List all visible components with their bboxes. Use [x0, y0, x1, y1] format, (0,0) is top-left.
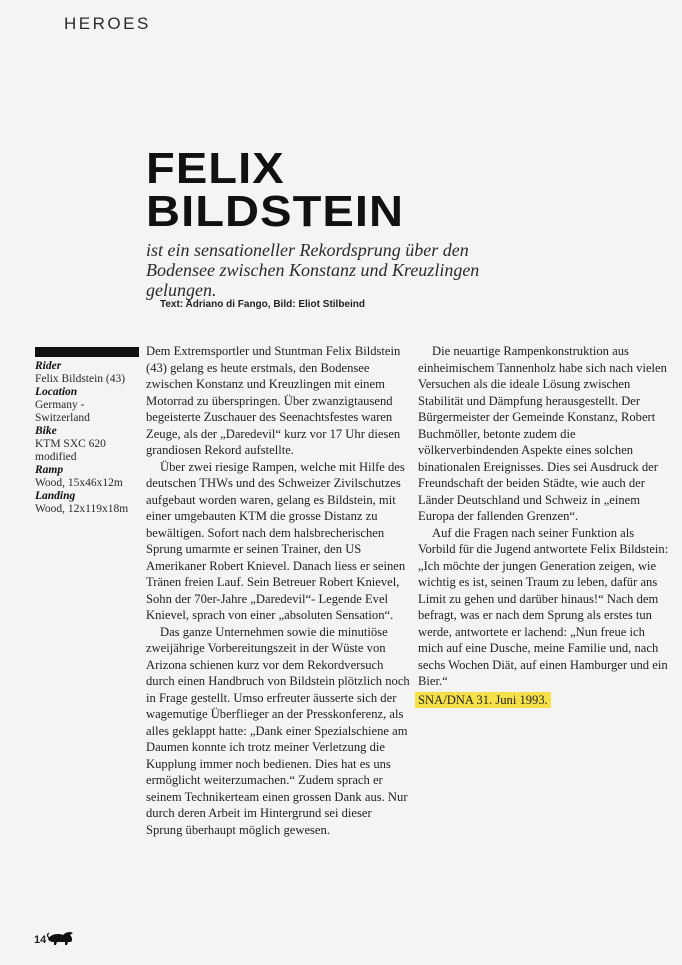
- fact-value-ramp: Wood, 15x46x12m: [35, 477, 123, 489]
- subtitle: ist ein sensationeller Rekordsprung über den Bodensee zwischen Konstanz und Kreuzlingen gelungen.: [146, 240, 480, 300]
- page-number: 14: [34, 934, 47, 946]
- fact-label-rider: Rider: [35, 360, 62, 372]
- headline-line-1: FELIX: [146, 144, 285, 193]
- fact-value-location: Germany - Switzerland: [35, 399, 90, 424]
- fact-value-landing: Wood, 12x119x18m: [35, 503, 129, 515]
- paragraph-2: Über zwei riesige Rampen, welche mit Hilfe des deutschen THWs und des Schweizer Zivilschutzes aufgebaut worden waren, gelang es Bildstein, mit einer umgebauten KTM die grosse Distanz zu bewältigen. Sofort nach dem halsbrecherischen Sprung umarmte er seinen Trainer, den US Amerikaner Robert Knievel. Danach liess er seinen Tränen freien Lauf. Sein Betreuer Robert Knievel, Sohn der 70er-Jahre „Daredevil“- Legende Evel Knievel, sprach von einer „absoluten Sensation“.: [146, 459, 406, 622]
- headline-line-2: BILDSTEIN: [146, 187, 405, 236]
- bull-logo-icon: [46, 930, 76, 946]
- headline: [146, 144, 405, 236]
- source-highlight: SNA/DNA 31. Juni 1993.: [415, 692, 551, 709]
- factbox-bar: [35, 347, 139, 357]
- fact-value-bike: KTM SXC 620 modified: [35, 438, 106, 463]
- fact-label-ramp: Ramp: [35, 464, 64, 476]
- article-column-2: [418, 343, 670, 708]
- fact-value-rider: Felix Bildstein (43): [35, 373, 126, 385]
- article-column-1: [146, 343, 410, 838]
- fact-label-landing: Landing: [35, 490, 76, 502]
- paragraph-1: Dem Extremsportler und Stuntman Felix Bildstein (43) gelang es heute erstmals, den Bodensee zwischen Konstanz und Kreuzlingen mit einem Motorrad zu überspringen. Über zwanzigtausend begeisterte Zuschauer des Seenachtsfestes waren Zeuge, als der „Daredevil“ kurz vor 17 Uhr diesen grandiosen Rekord aufstellte.: [146, 344, 401, 457]
- paragraph-4: Die neuartige Rampenkonstruktion aus einheimischem Tannenholz habe sich nach vielen Versuchen als die ideale Lösung zwischen Stabilität und Dämpfung herausgestellt. Der Bürgermeister der Gemeinde Konstanz, Robert Buchmöller, betonte zudem die völkerverbindenden Aspekte eines solchen binationalen Ereignisses. Dies sei Ausdruck der Freundschaft der beiden Städte, wie auch der Länder Deutschland und Schweiz in „einem Europa der fallenden Grenzen“.: [418, 344, 667, 523]
- paragraph-5: Auf die Fragen nach seiner Funktion als Vorbild für die Jugend antwortete Felix Bildstein: „Ich möchte der jungen Generation zeigen, wie wichtig es ist, seinen Traum zu leben, dafür ans Limit zu gehen und darüber hinaus!“ Nach dem befragt, was er nach dem Sprung als erstes tun werde, antwortete er lachend: „Nun freue ich mich auf eine Dusche, meine Familie und, nach sechs Wochen Diät, auf einen Hamburger und ein Bier.“: [418, 525, 669, 688]
- paragraph-3: Das ganze Unternehmen sowie die minutiöse zweijährige Vorbereitungszeit in der Wüste von Arizona schienen kurz vor dem Rekordversuch durch einen Handbruch von Bildstein plötzlich noch in Frage gestellt. Umso erfreuter äusserte sich der wagemutige Überflieger an der Presskonferenz, als alles geklappt hatte: „Dank einer Spezialschiene am Daumen konnte ich trotz meiner Verletzung die Kupplung immer noch bedienen. Dies hat es uns ermöglicht weiterzumachen.“ Zudem sprach er seinem Technikerteam einen grossen Dank aus. Nur durch deren Arbeit im Hintergrund sei dieser Sprung überhaupt möglich gewesen.: [146, 624, 410, 837]
- credit-line: Text: Adriano di Fango, Bild: Eliot Stilbeind: [160, 299, 365, 310]
- fact-label-location: Location: [35, 386, 78, 398]
- fact-label-bike: Bike: [35, 425, 57, 437]
- section-label: HEROES: [64, 14, 151, 33]
- factbox: [35, 347, 139, 516]
